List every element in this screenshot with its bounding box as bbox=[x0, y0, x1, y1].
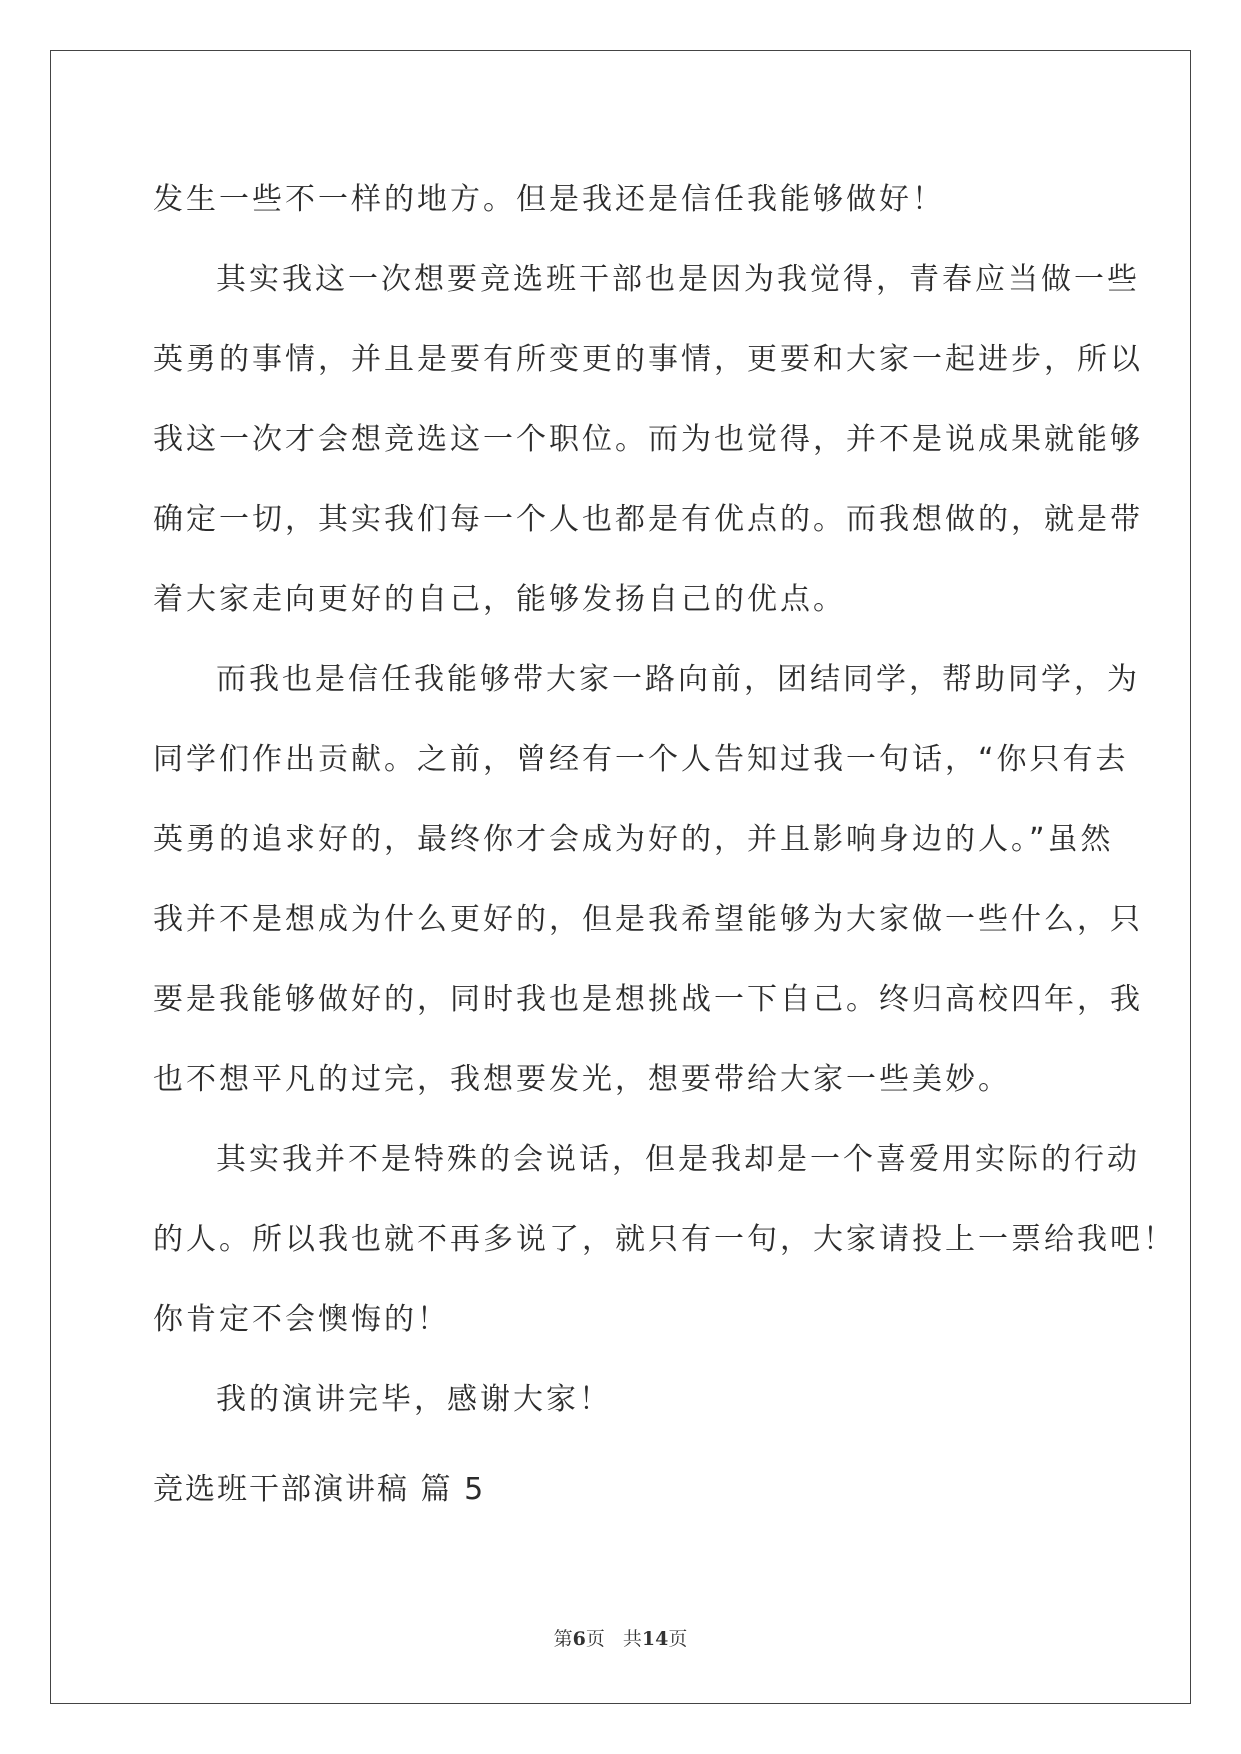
page-prefix: 第 bbox=[553, 1628, 573, 1650]
text-line: 同学们作出贡献。之前，曾经有一个人告知过我一句话，“你只有去 bbox=[153, 742, 1129, 777]
total-pages: 14 bbox=[641, 1628, 669, 1650]
page-footer bbox=[0, 1627, 1241, 1651]
text-line: 也不想平凡的过完，我想要发光，想要带给大家一些美妙。 bbox=[153, 1062, 1011, 1097]
text-line: 确定一切，其实我们每一个人也都是有优点的。而我想做的，就是带 bbox=[153, 502, 1143, 537]
total-prefix: 共 bbox=[622, 1628, 642, 1650]
section-heading: 竞选班干部演讲稿 篇 5 bbox=[153, 1472, 486, 1507]
text-line: 我并不是想成为什么更好的，但是我希望能够为大家做一些什么，只 bbox=[153, 902, 1143, 937]
text-line: 而我也是信任我能够带大家一路向前，团结同学，帮助同学，为 bbox=[216, 662, 1140, 697]
text-line: 我这一次才会想竞选这一个职位。而为也觉得，并不是说成果就能够 bbox=[153, 422, 1143, 457]
text-line: 英勇的事情，并且是要有所变更的事情，更要和大家一起进步，所以 bbox=[153, 342, 1143, 377]
text-line: 的人。所以我也就不再多说了，就只有一句，大家请投上一票给我吧！ bbox=[153, 1222, 1176, 1257]
text-line: 发生一些不一样的地方。但是我还是信任我能够做好！ bbox=[153, 182, 945, 217]
total-suffix: 页 bbox=[668, 1628, 688, 1650]
text-line: 我的演讲完毕，感谢大家！ bbox=[216, 1382, 612, 1417]
text-line: 你肯定不会懊悔的！ bbox=[153, 1302, 450, 1337]
page-number: 6 bbox=[572, 1628, 586, 1650]
document-body bbox=[153, 160, 1176, 1440]
text-line: 英勇的追求好的，最终你才会成为好的，并且影响身边的人。”虽然 bbox=[153, 822, 1114, 857]
text-line: 其实我并不是特殊的会说话，但是我却是一个喜爱用实际的行动 bbox=[216, 1142, 1140, 1177]
text-line: 要是我能够做好的，同时我也是想挑战一下自己。终归高校四年，我 bbox=[153, 982, 1143, 1017]
page-suffix: 页 bbox=[585, 1628, 605, 1650]
text-line: 其实我这一次想要竞选班干部也是因为我觉得，青春应当做一些 bbox=[216, 262, 1140, 297]
text-line: 着大家走向更好的自己，能够发扬自己的优点。 bbox=[153, 582, 846, 617]
